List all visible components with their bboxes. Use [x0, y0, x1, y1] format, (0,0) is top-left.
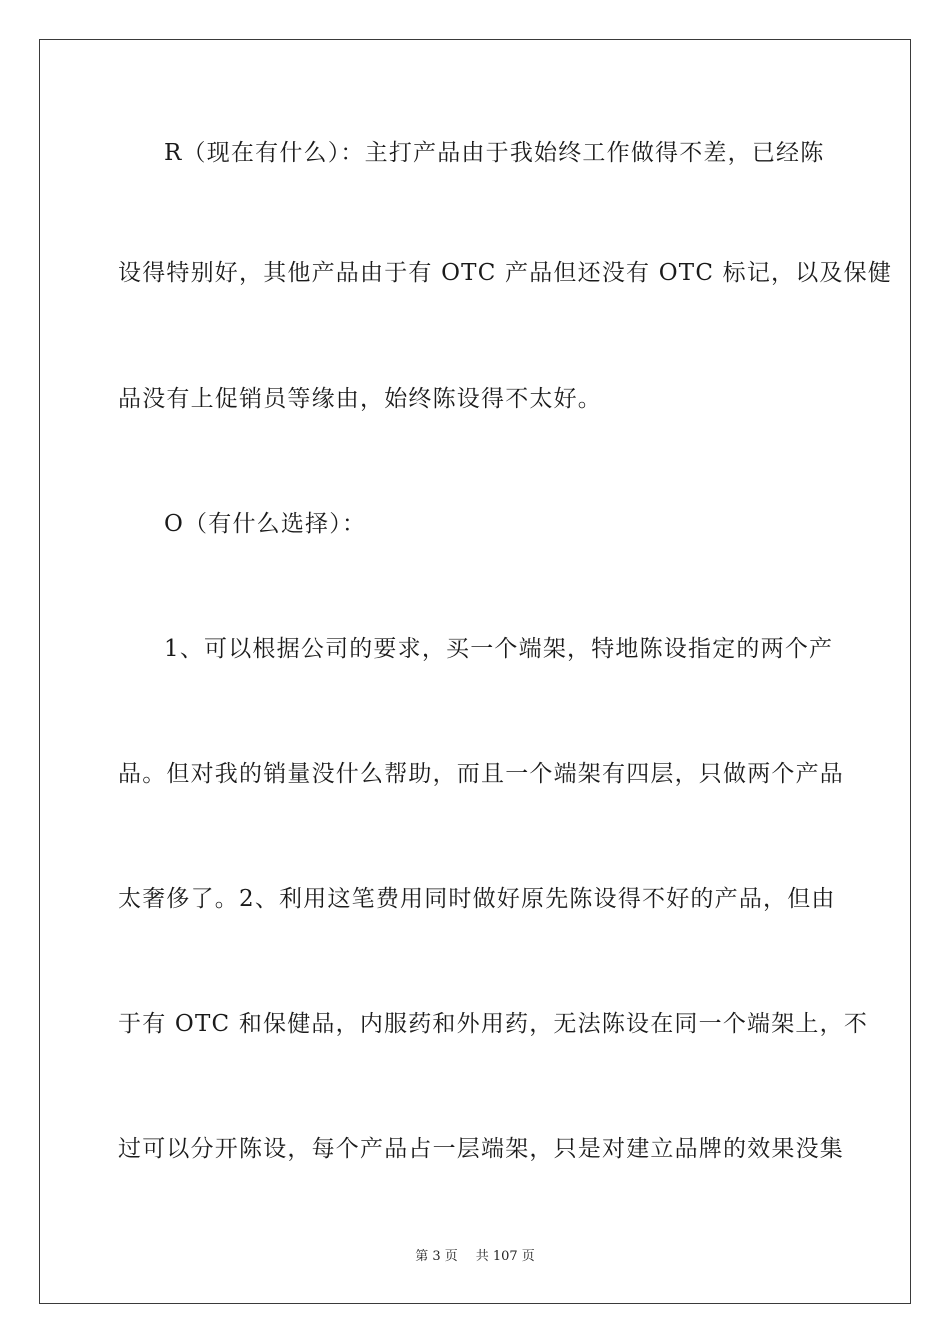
- page-total: 共 107 页: [475, 1249, 535, 1264]
- page-border: [39, 39, 911, 1304]
- paragraph-o-heading: O（有什么选择）：: [164, 511, 367, 537]
- paragraph-r-line-1: R（现在有什么）：主打产品由于我始终工作做得不差，已经陈: [164, 140, 825, 166]
- page-number: 第 3 页: [415, 1249, 458, 1264]
- paragraph-options-line-2: 品。但对我的销量没什么帮助，而且一个端架有四层，只做两个产品: [118, 761, 844, 787]
- paragraph-options-line-3: 太奢侈了。2、利用这笔费用同时做好原先陈设得不好的产品，但由: [118, 886, 836, 912]
- page-footer: [0, 1248, 950, 1266]
- paragraph-r-line-3: 品没有上促销员等缘由，始终陈设得不太好。: [118, 386, 602, 412]
- paragraph-options-line-1: 1、可以根据公司的要求，买一个端架，特地陈设指定的两个产: [164, 636, 834, 662]
- paragraph-r-line-2: 设得特别好，其他产品由于有 OTC 产品但还没有 OTC 标记，以及保健: [118, 260, 893, 286]
- paragraph-options-line-4: 于有 OTC 和保健品，内服药和外用药，无法陈设在同一个端架上，不: [118, 1011, 869, 1037]
- paragraph-options-line-5: 过可以分开陈设，每个产品占一层端架，只是对建立品牌的效果没集: [118, 1136, 844, 1162]
